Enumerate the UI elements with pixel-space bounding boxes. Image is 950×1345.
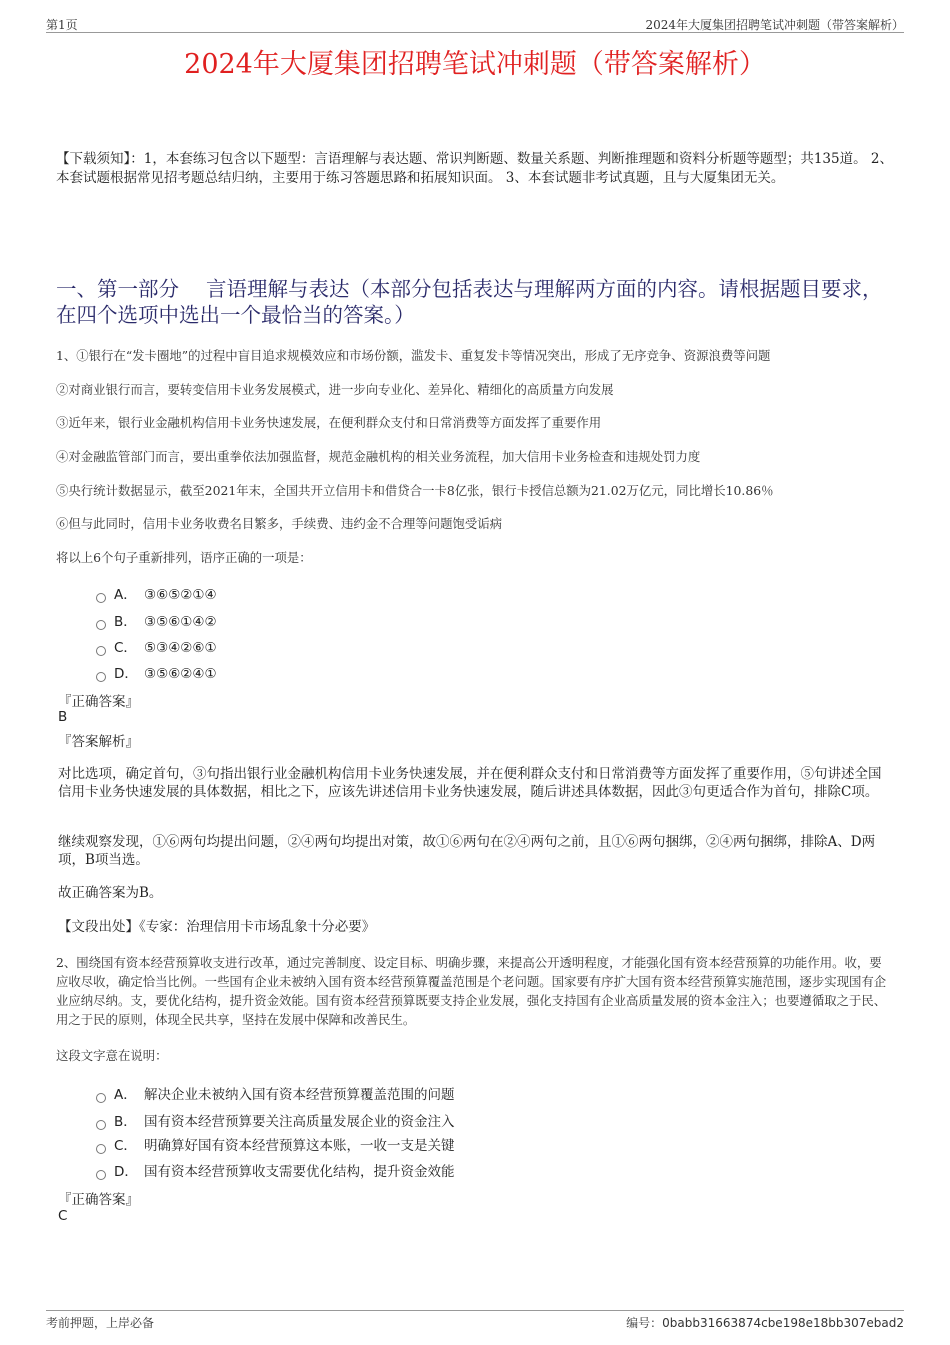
q1-analysis-2: 继续观察发现，①⑥两句均提出问题，②④两句均提出对策，故①⑥两句在②④两句之前，且①⑥两句捆绑，②④两句捆绑，排除A、D两项，B项当选。 — [58, 834, 876, 868]
q1-line-2: ②对商业银行而言，要转变信用卡业务发展模式，进一步向专业化、差异化、精细化的高质量方向发展 — [56, 382, 614, 397]
header-doc-title: 2024年大厦集团招聘笔试冲刺题（带答案解析） — [645, 18, 904, 32]
footer-slogan: 考前押题，上岸必备 — [46, 1316, 155, 1330]
q1-line-1: 1、①银行在“发卡圈地”的过程中盲目追求规模效应和市场份额，滥发卡、重复发卡等情况突出，形成了无序竞争、资源浪费等问题 — [56, 348, 771, 363]
page-header — [46, 14, 904, 33]
radio-icon[interactable] — [96, 620, 106, 630]
q1-option-b[interactable]: B． ③⑤⑥①④② — [96, 610, 217, 630]
page-number: 第1页 — [46, 18, 78, 32]
q2-option-d[interactable]: D． 国有资本经营预算收支需要优化结构，提升资金效能 — [96, 1160, 455, 1180]
q1-analysis-label: 『答案解析』 — [58, 734, 139, 750]
radio-icon[interactable] — [96, 1144, 106, 1154]
q1-answer: B — [58, 709, 68, 725]
q2-option-c[interactable]: C． 明确算好国有资本经营预算这本账，一收一支是关键 — [96, 1134, 455, 1154]
q2-answer-label: 『正确答案』 — [58, 1192, 139, 1208]
footer-doc-id: 编号：0babb31663874cbe198e18bb307ebad2 — [626, 1316, 904, 1330]
q1-analysis-3: 故正确答案为B。 — [58, 885, 163, 901]
q1-option-a[interactable]: A． ③⑥⑤②①④ — [96, 583, 217, 603]
q1-option-c[interactable]: C． ⑤③④②⑥① — [96, 636, 217, 656]
q1-option-d[interactable]: D． ③⑤⑥②④① — [96, 662, 217, 682]
q1-analysis-1: 对比选项，确定首句，③句指出银行业金融机构信用卡业务快速发展，并在便利群众支付和日常消费等方面发挥了重要作用，⑤句讲述全国信用卡业务快速发展的具体数据，相比之下，应该先讲述信用卡业务快速发展，随后讲述具体数据，因此③句更适合作为首句，排除C项。 — [58, 766, 882, 800]
q1-question: 将以上6个句子重新排列，语序正确的一项是： — [56, 550, 312, 565]
q1-line-3: ③近年来，银行业金融机构信用卡业务快速发展，在便利群众支付和日常消费等方面发挥了重要作用 — [56, 415, 602, 430]
q2-question: 这段文字意在说明： — [56, 1048, 168, 1063]
radio-icon[interactable] — [96, 593, 106, 603]
page-footer — [46, 1310, 904, 1330]
radio-icon[interactable] — [96, 672, 106, 682]
q2-answer: C — [58, 1208, 68, 1224]
section-heading: 一、第一部分 言语理解与表达（本部分包括表达与理解两方面的内容。请根据题目要求，在四个选项中选出一个最恰当的答案。） — [56, 277, 883, 327]
q1-source: 【文段出处】《专家：治理信用卡市场乱象十分必要》 — [58, 919, 376, 935]
radio-icon[interactable] — [96, 646, 106, 656]
q1-answer-label: 『正确答案』 — [58, 694, 139, 710]
radio-icon[interactable] — [96, 1170, 106, 1180]
q2-text: 2、围绕国有资本经营预算收支进行改革，通过完善制度、设定目标、明确步骤，来提高公开透明程度，才能强化国有资本经营预算的功能作用。收，要应收尽收，确定恰当比例。一些国有企业未被纳入国有资本经营预算覆盖范围是个老问题。国家要有序扩大国有资本经营预算实施范围，逐步实现国有企业应纳尽纳。支，要优化结构，提升资金效能。国有资本经营预算既要支持企业发展，强化支持国有企业高质量发展的资本金注入；也要遵循取之于民、用之于民的原则，体现全民共享，坚持在发展中保障和改善民生。 — [56, 955, 887, 1027]
q1-line-4: ④对金融监管部门而言，要出重拳依法加强监督，规范金融机构的相关业务流程，加大信用卡业务检查和违规处罚力度 — [56, 449, 701, 464]
download-notice: 【下载须知】：1，本套练习包含以下题型：言语理解与表达题、常识判断题、数量关系题、判断推理题和资料分析题等题型；共135道。 2、本套试题根据常见招考题总结归纳，主要用于练习答题思路和拓展知识面。 3、本套试题非考试真题，且与大厦集团无关。 — [56, 151, 893, 186]
radio-icon[interactable] — [96, 1093, 106, 1103]
document-title: 2024年大厦集团招聘笔试冲刺题（带答案解析） — [184, 49, 766, 80]
q2-option-a[interactable]: A． 解决企业未被纳入国有资本经营预算覆盖范围的问题 — [96, 1083, 455, 1103]
q1-line-5: ⑤央行统计数据显示，截至2021年末，全国共开立信用卡和借贷合一卡8亿张，银行卡授信总额为21.02万亿元，同比增长10.86％ — [56, 483, 774, 498]
q1-line-6: ⑥但与此同时，信用卡业务收费名目繁多，手续费、违约金不合理等问题饱受诟病 — [56, 516, 503, 531]
q2-option-b[interactable]: B． 国有资本经营预算要关注高质量发展企业的资金注入 — [96, 1110, 455, 1130]
radio-icon[interactable] — [96, 1120, 106, 1130]
